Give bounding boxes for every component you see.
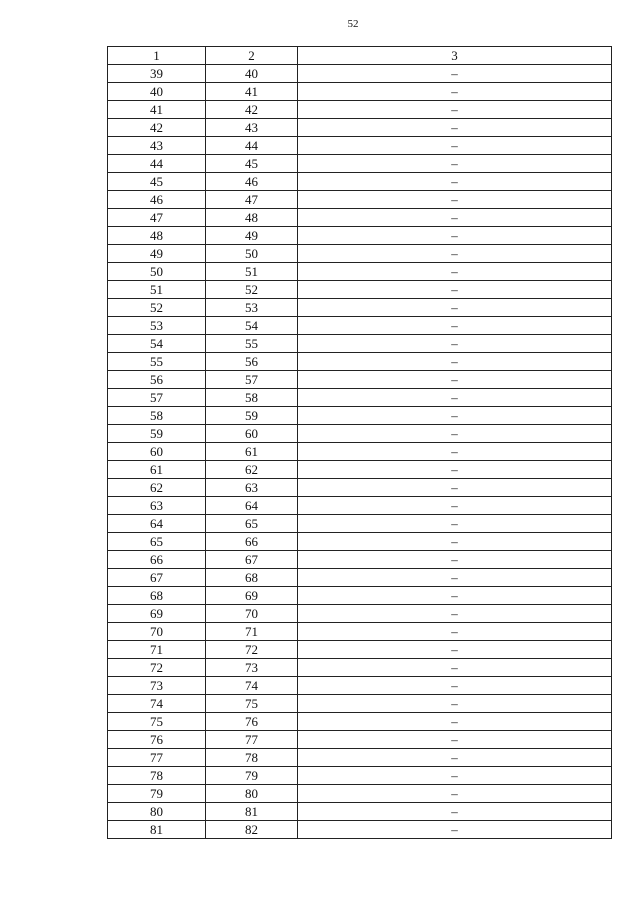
table-cell-col-2: 53 (206, 299, 298, 317)
table-cell-col-2: 81 (206, 803, 298, 821)
table-cell-col-2: 52 (206, 281, 298, 299)
table-cell-col-3: – (298, 551, 612, 569)
table-row (108, 191, 612, 209)
table-cell-col-3: – (298, 335, 612, 353)
table-cell-col-1: 76 (108, 731, 206, 749)
table-cell-col-3: – (298, 371, 612, 389)
table-cell-col-2: 46 (206, 173, 298, 191)
table-row (108, 101, 612, 119)
table-cell-col-2: 49 (206, 227, 298, 245)
table-cell-col-2: 40 (206, 65, 298, 83)
table-cell-col-2: 69 (206, 587, 298, 605)
table-cell-col-1: 81 (108, 821, 206, 839)
table-row (108, 551, 612, 569)
table-cell-col-2: 57 (206, 371, 298, 389)
table-cell-col-1: 42 (108, 119, 206, 137)
table-cell-col-2: 78 (206, 749, 298, 767)
table-cell-col-3: – (298, 533, 612, 551)
table-cell-col-2: 62 (206, 461, 298, 479)
table-cell-col-2: 82 (206, 821, 298, 839)
table-cell-col-3: – (298, 137, 612, 155)
table-cell-col-1: 58 (108, 407, 206, 425)
table-cell-col-2: 54 (206, 317, 298, 335)
table-cell-col-3: – (298, 569, 612, 587)
table-cell-col-3: – (298, 227, 612, 245)
table-row (108, 641, 612, 659)
table-cell-col-1: 48 (108, 227, 206, 245)
table-cell-col-1: 78 (108, 767, 206, 785)
table-cell-col-3: – (298, 209, 612, 227)
table-row (108, 389, 612, 407)
table-cell-col-3: – (298, 191, 612, 209)
table-cell-col-3: – (298, 659, 612, 677)
table-cell-col-1: 53 (108, 317, 206, 335)
table-cell-col-1: 40 (108, 83, 206, 101)
table-cell-col-3: – (298, 587, 612, 605)
table-cell-col-1: 69 (108, 605, 206, 623)
table-cell-col-3: – (298, 65, 612, 83)
table-cell-col-3: – (298, 641, 612, 659)
table-cell-col-2: 41 (206, 83, 298, 101)
table-cell-col-1: 70 (108, 623, 206, 641)
table-cell-col-2: 79 (206, 767, 298, 785)
table-row (108, 821, 612, 839)
table-cell-col-2: 67 (206, 551, 298, 569)
page-number: 52 (347, 18, 359, 30)
table-row (108, 335, 612, 353)
table-cell-col-3: – (298, 299, 612, 317)
table-cell-col-3: – (298, 245, 612, 263)
table-row (108, 659, 612, 677)
table-cell-col-1: 41 (108, 101, 206, 119)
table-cell-col-2: 60 (206, 425, 298, 443)
table-cell-col-1: 77 (108, 749, 206, 767)
table-row (108, 785, 612, 803)
table-cell-col-3: – (298, 317, 612, 335)
table-cell-col-2: 50 (206, 245, 298, 263)
table-cell-col-1: 80 (108, 803, 206, 821)
table-cell-col-3: – (298, 83, 612, 101)
table-row (108, 461, 612, 479)
table-cell-col-2: 55 (206, 335, 298, 353)
table-row (108, 803, 612, 821)
table-cell-col-3: – (298, 497, 612, 515)
table-cell-col-2: 80 (206, 785, 298, 803)
table-row (108, 713, 612, 731)
table-row (108, 515, 612, 533)
table-cell-col-2: 66 (206, 533, 298, 551)
table-cell-col-3: – (298, 731, 612, 749)
table-cell-col-3: – (298, 767, 612, 785)
table-row (108, 245, 612, 263)
table-row (108, 83, 612, 101)
table-cell-col-1: 67 (108, 569, 206, 587)
table-row (108, 173, 612, 191)
table-row (108, 65, 612, 83)
table-cell-col-1: 61 (108, 461, 206, 479)
table-cell-col-1: 72 (108, 659, 206, 677)
column-header-3: 3 (298, 47, 612, 65)
table-cell-col-3: – (298, 695, 612, 713)
table-cell-col-2: 65 (206, 515, 298, 533)
table-row (108, 587, 612, 605)
table-row (108, 569, 612, 587)
table-cell-col-2: 68 (206, 569, 298, 587)
table-row (108, 443, 612, 461)
table-cell-col-1: 46 (108, 191, 206, 209)
table-row (108, 767, 612, 785)
table-cell-col-1: 71 (108, 641, 206, 659)
table-cell-col-2: 45 (206, 155, 298, 173)
table-cell-col-1: 64 (108, 515, 206, 533)
table-cell-col-3: – (298, 479, 612, 497)
table-cell-col-2: 70 (206, 605, 298, 623)
table-cell-col-2: 51 (206, 263, 298, 281)
header-row (108, 47, 612, 65)
table-row (108, 353, 612, 371)
table-cell-col-1: 52 (108, 299, 206, 317)
table-cell-col-1: 65 (108, 533, 206, 551)
table-row (108, 695, 612, 713)
table-cell-col-3: – (298, 263, 612, 281)
table-cell-col-1: 60 (108, 443, 206, 461)
table-body (108, 65, 612, 839)
table-cell-col-1: 79 (108, 785, 206, 803)
table-cell-col-1: 54 (108, 335, 206, 353)
table-cell-col-1: 63 (108, 497, 206, 515)
table-cell-col-1: 55 (108, 353, 206, 371)
table-row (108, 299, 612, 317)
table-cell-col-3: – (298, 821, 612, 839)
table-row (108, 209, 612, 227)
table-cell-col-1: 45 (108, 173, 206, 191)
table-row (108, 479, 612, 497)
table-cell-col-2: 63 (206, 479, 298, 497)
table-cell-col-3: – (298, 713, 612, 731)
table-cell-col-3: – (298, 119, 612, 137)
column-header-1: 1 (108, 47, 206, 65)
table-row (108, 317, 612, 335)
table-cell-col-2: 74 (206, 677, 298, 695)
table-cell-col-2: 44 (206, 137, 298, 155)
table-cell-col-3: – (298, 443, 612, 461)
table-cell-col-1: 51 (108, 281, 206, 299)
table-cell-col-3: – (298, 155, 612, 173)
table-cell-col-2: 58 (206, 389, 298, 407)
table-cell-col-3: – (298, 173, 612, 191)
table-cell-col-3: – (298, 101, 612, 119)
table-row (108, 497, 612, 515)
table-cell-col-2: 59 (206, 407, 298, 425)
table-row (108, 605, 612, 623)
table-row (108, 227, 612, 245)
table-cell-col-2: 72 (206, 641, 298, 659)
table-cell-col-3: – (298, 785, 612, 803)
table-cell-col-2: 77 (206, 731, 298, 749)
table-cell-col-2: 42 (206, 101, 298, 119)
table-row (108, 155, 612, 173)
table-row (108, 425, 612, 443)
table-cell-col-3: – (298, 605, 612, 623)
table-cell-col-1: 74 (108, 695, 206, 713)
table-cell-col-1: 59 (108, 425, 206, 443)
table-cell-col-3: – (298, 425, 612, 443)
table-cell-col-3: – (298, 407, 612, 425)
table-cell-col-3: – (298, 677, 612, 695)
table-row (108, 281, 612, 299)
table-cell-col-2: 43 (206, 119, 298, 137)
table-cell-col-1: 43 (108, 137, 206, 155)
table-cell-col-1: 75 (108, 713, 206, 731)
table-cell-col-2: 71 (206, 623, 298, 641)
table-cell-col-3: – (298, 623, 612, 641)
table-row (108, 119, 612, 137)
table-cell-col-2: 75 (206, 695, 298, 713)
table-row (108, 407, 612, 425)
table-cell-col-3: – (298, 353, 612, 371)
table-row (108, 731, 612, 749)
table-cell-col-2: 76 (206, 713, 298, 731)
table-cell-col-2: 47 (206, 191, 298, 209)
table-cell-col-3: – (298, 749, 612, 767)
table-row (108, 263, 612, 281)
table-cell-col-1: 44 (108, 155, 206, 173)
table-cell-col-3: – (298, 281, 612, 299)
table-cell-col-2: 56 (206, 353, 298, 371)
data-table (107, 46, 612, 839)
table-cell-col-3: – (298, 389, 612, 407)
table-cell-col-1: 68 (108, 587, 206, 605)
table-row (108, 371, 612, 389)
table-cell-col-2: 61 (206, 443, 298, 461)
table-cell-col-1: 62 (108, 479, 206, 497)
table-cell-col-2: 48 (206, 209, 298, 227)
table-cell-col-1: 56 (108, 371, 206, 389)
table-cell-col-1: 47 (108, 209, 206, 227)
table-cell-col-2: 64 (206, 497, 298, 515)
table-cell-col-1: 57 (108, 389, 206, 407)
table-cell-col-3: – (298, 515, 612, 533)
table-row (108, 533, 612, 551)
column-header-2: 2 (206, 47, 298, 65)
table-cell-col-1: 50 (108, 263, 206, 281)
table-cell-col-1: 49 (108, 245, 206, 263)
table-cell-col-2: 73 (206, 659, 298, 677)
table-row (108, 749, 612, 767)
table-header (108, 47, 612, 65)
table-row (108, 623, 612, 641)
table-cell-col-3: – (298, 461, 612, 479)
table-row (108, 137, 612, 155)
table-cell-col-1: 73 (108, 677, 206, 695)
table-row (108, 677, 612, 695)
table-cell-col-1: 66 (108, 551, 206, 569)
table-cell-col-3: – (298, 803, 612, 821)
table-cell-col-1: 39 (108, 65, 206, 83)
